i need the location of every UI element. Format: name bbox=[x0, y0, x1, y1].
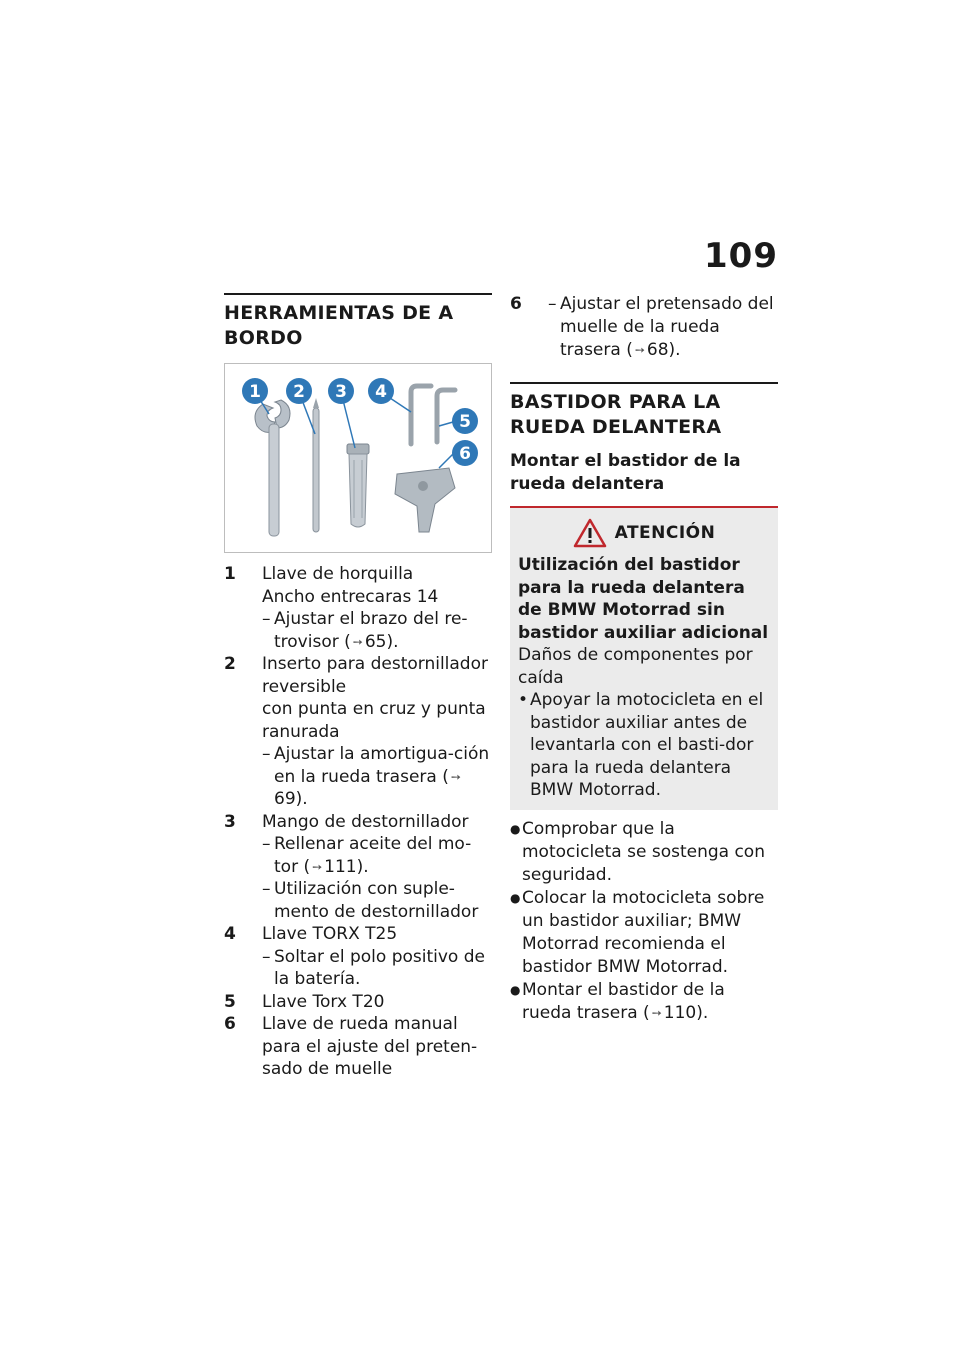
dash: – bbox=[262, 744, 271, 764]
callout-4 bbox=[368, 378, 411, 412]
action-line bbox=[262, 878, 492, 923]
warning-consequence: Daños de componentes por caída bbox=[518, 645, 753, 688]
item-number: 5 bbox=[224, 991, 236, 1012]
list-item-continued bbox=[510, 293, 778, 362]
item-number: 1 bbox=[224, 564, 236, 584]
bullet-dot-icon: ● bbox=[510, 982, 521, 997]
action-text: Ajustar el brazo del re-trovisor bbox=[274, 609, 468, 652]
item-number: 6 bbox=[510, 294, 522, 314]
callout-2 bbox=[286, 378, 315, 434]
page-ref-link[interactable]: 111 bbox=[324, 856, 357, 877]
steps-list bbox=[510, 818, 778, 1025]
action-text: Utilización con suple-mento de destornillador bbox=[274, 879, 479, 922]
action-line: – Ajustar el pretensado del muelle de la rueda trasera ( ➙ 68). bbox=[548, 294, 774, 360]
list-item bbox=[224, 811, 492, 924]
list-item bbox=[224, 1013, 492, 1081]
item-number: 3 bbox=[224, 811, 236, 832]
callout-3 bbox=[328, 378, 355, 448]
bullet-mark: • bbox=[518, 690, 529, 710]
list-item bbox=[510, 887, 778, 979]
tools-figure bbox=[224, 363, 492, 553]
action-text: Soltar el polo positivo de la batería. bbox=[274, 946, 485, 989]
arrow-ref-icon: ➙ bbox=[450, 769, 461, 784]
list-item bbox=[224, 653, 492, 811]
page-ref-link[interactable]: 65 bbox=[364, 631, 387, 652]
action-line: – Ajustar el brazo del re-trovisor ( ➙ 65). bbox=[262, 609, 468, 652]
arrow-ref-icon: ➙ bbox=[312, 859, 323, 874]
item-number: 4 bbox=[224, 924, 236, 944]
bullet-dot-icon: ● bbox=[510, 821, 521, 836]
warning-triangle-icon bbox=[573, 518, 607, 548]
list-item bbox=[224, 991, 492, 1014]
page-ref-link[interactable]: 69 bbox=[274, 789, 296, 809]
svg-text:4: 4 bbox=[375, 382, 387, 402]
step-text: Colocar la motocicleta sobre un bastidor auxiliar; BMW Motorrad recomienda el bastidor BMW Motorrad. bbox=[522, 887, 765, 977]
callout-1 bbox=[242, 378, 269, 414]
warning-subject: Utilización del bastidor para la rueda delantera de BMW Motorrad sin bastidor auxiliar adicional bbox=[518, 555, 769, 643]
svg-text:1: 1 bbox=[249, 382, 261, 402]
step-text: Montar el bastidor de la rueda trasera bbox=[522, 979, 725, 1023]
svg-text:5: 5 bbox=[459, 412, 471, 432]
item-line: Llave de horquilla bbox=[262, 564, 414, 584]
warning-title: ATENCIÓN bbox=[614, 522, 716, 543]
callout-6 bbox=[439, 440, 478, 468]
item-number: 6 bbox=[224, 1014, 236, 1034]
left-column bbox=[224, 293, 492, 1081]
action-line: – Rellenar aceite del mo-tor ( ➙ 111). bbox=[262, 834, 472, 877]
item-line: Mango de destornillador bbox=[262, 811, 469, 832]
tools-illustration bbox=[225, 364, 491, 552]
right-column bbox=[510, 293, 778, 1025]
item-number: 2 bbox=[224, 654, 236, 674]
item-line: Llave TORX T25 bbox=[262, 924, 398, 944]
page-ref-link[interactable]: 110 bbox=[663, 1002, 697, 1023]
screwdriver-insert-icon bbox=[313, 398, 319, 532]
section-heading-front-stand: BASTIDOR PARA LA RUEDA DELANTERA bbox=[510, 382, 778, 440]
list-item: ● Montar el bastidor de la rueda trasera ( ➙ 110). bbox=[510, 979, 725, 1023]
callout-5 bbox=[439, 408, 478, 434]
bullet-dot-icon: ● bbox=[510, 890, 521, 905]
action-line bbox=[262, 946, 492, 991]
page-ref-link[interactable]: 68 bbox=[646, 340, 669, 360]
dash: – bbox=[262, 834, 271, 854]
svg-text:6: 6 bbox=[459, 444, 471, 464]
action-text: Rellenar aceite del mo-tor bbox=[274, 834, 472, 877]
item-line: con punta en cruz y punta ranurada bbox=[262, 699, 486, 742]
warning-bullet-text: Apoyar la motocicleta en el bastidor auxiliar antes de levantarla con el basti-dor para la rueda delantera BMW Motorrad. bbox=[530, 690, 764, 800]
dash: – bbox=[262, 879, 271, 899]
arrow-ref-icon: ➙ bbox=[634, 343, 645, 357]
item-line: Llave de rueda manual para el ajuste del preten-sado de muelle bbox=[262, 1014, 478, 1079]
action-text: Ajustar la amortigua-ción en la rueda trasera bbox=[274, 744, 490, 787]
item-line: Inserto para destornillador reversible bbox=[262, 654, 488, 697]
arrow-ref-icon: ➙ bbox=[651, 1005, 662, 1020]
wrench-icon bbox=[255, 400, 290, 536]
svg-text:3: 3 bbox=[335, 382, 347, 402]
warning-box bbox=[510, 506, 778, 810]
wheel-key-icon bbox=[395, 468, 455, 532]
item-line: Llave Torx T20 bbox=[262, 991, 385, 1012]
screwdriver-handle-icon bbox=[347, 444, 369, 527]
tools-list bbox=[224, 563, 492, 1081]
action-line: – Ajustar la amortigua-ción en la rueda trasera ( ➙69). bbox=[262, 744, 490, 809]
list-item bbox=[224, 563, 492, 653]
action-text: Ajustar el pretensado del muelle de la rueda trasera bbox=[560, 294, 774, 360]
warning-bullet bbox=[518, 689, 770, 802]
dash: – bbox=[548, 294, 557, 314]
svg-text:2: 2 bbox=[293, 382, 305, 402]
item-line: Ancho entrecaras 14 bbox=[262, 586, 439, 607]
torx-key-icon bbox=[411, 386, 455, 444]
list-item bbox=[224, 923, 492, 991]
dash: – bbox=[262, 946, 271, 967]
step-text: Comprobar que la motocicleta se sostenga con seguridad. bbox=[522, 818, 765, 885]
sub-heading: Montar el bastidor de la rueda delantera bbox=[510, 451, 741, 494]
page-number: 109 bbox=[704, 236, 778, 276]
section-heading-tools: HERRAMIENTAS DE A BORDO bbox=[224, 293, 492, 351]
arrow-ref-icon: ➙ bbox=[352, 634, 363, 649]
dash: – bbox=[262, 609, 271, 629]
list-item bbox=[510, 818, 778, 887]
